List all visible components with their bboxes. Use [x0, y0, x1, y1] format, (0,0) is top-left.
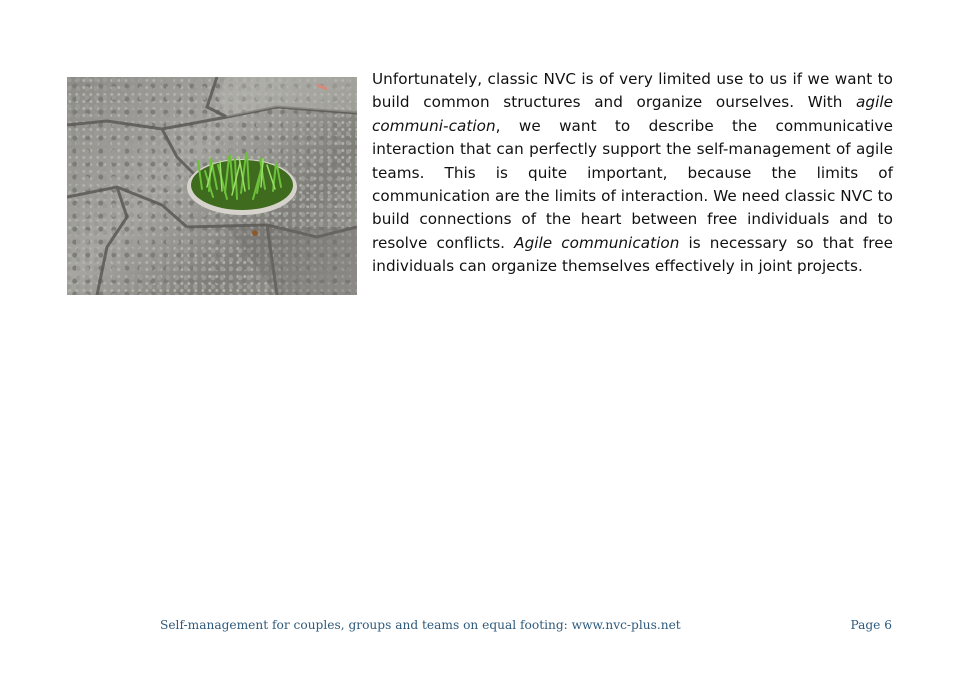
- paragraph-emphasis-2: Agile communication: [514, 233, 680, 252]
- paragraph-text-1: Unfortunately, classic NVC is of very limited use to us if we want to build common structures and organize ourselves. With: [372, 70, 893, 112]
- footer-text: Self-management for couples, groups and teams on equal footing: www.nvc-plus.net: [160, 618, 681, 632]
- paragraph-emphasis-1: agile communi-cation: [372, 93, 893, 135]
- body-paragraph: [372, 68, 893, 279]
- paragraph-text-2: , we want to describe the communicative interaction that can perfectly support the self-management of agile teams. This is quite important, because the limits of communication are the limits of interaction. We need classic NVC to build connections of the heart between free individuals and to resolve conflicts.: [372, 116, 893, 252]
- photo-illustration: [67, 77, 357, 295]
- grass-in-pavement-photo: [67, 77, 357, 295]
- paragraph-text-3: is necessary so that free individuals can organize themselves effectively in joint projects.: [372, 233, 893, 276]
- page-number: Page 6: [850, 618, 892, 632]
